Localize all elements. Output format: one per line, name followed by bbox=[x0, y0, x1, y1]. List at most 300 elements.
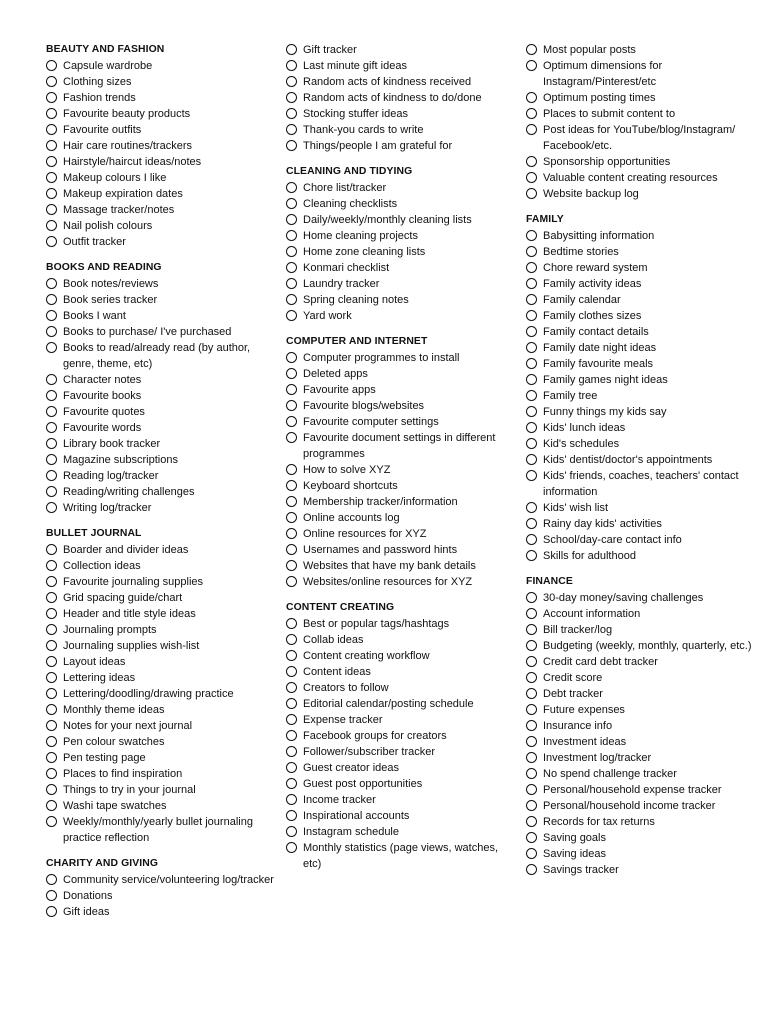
checkbox-circle-icon[interactable] bbox=[46, 390, 57, 401]
checklist-item[interactable] bbox=[286, 308, 518, 324]
checklist-item[interactable] bbox=[46, 74, 278, 90]
checklist-item[interactable] bbox=[526, 516, 758, 532]
checkbox-circle-icon[interactable] bbox=[286, 140, 297, 151]
checklist-item[interactable] bbox=[46, 170, 278, 186]
checklist-item[interactable] bbox=[286, 558, 518, 574]
checkbox-circle-icon[interactable] bbox=[46, 278, 57, 289]
checkbox-circle-icon[interactable] bbox=[286, 76, 297, 87]
checklist-item[interactable] bbox=[526, 814, 758, 830]
checklist-item[interactable] bbox=[46, 574, 278, 590]
checkbox-circle-icon[interactable] bbox=[526, 688, 537, 699]
checklist-item-label: Collection ideas bbox=[63, 560, 141, 572]
checklist-item[interactable] bbox=[526, 718, 758, 734]
checklist-item[interactable] bbox=[526, 782, 758, 798]
checklist-item[interactable] bbox=[46, 542, 278, 558]
checkbox-circle-icon[interactable] bbox=[286, 368, 297, 379]
checklist-item[interactable] bbox=[286, 648, 518, 664]
checkbox-circle-icon[interactable] bbox=[46, 640, 57, 651]
checkbox-circle-icon[interactable] bbox=[46, 406, 57, 417]
checkbox-circle-icon[interactable] bbox=[526, 454, 537, 465]
checkbox-circle-icon[interactable] bbox=[526, 108, 537, 119]
checkbox-circle-icon[interactable] bbox=[526, 246, 537, 257]
checklist-item[interactable] bbox=[526, 90, 758, 106]
checklist-item[interactable] bbox=[286, 840, 518, 872]
checkbox-circle-icon[interactable] bbox=[526, 502, 537, 513]
checklist-item[interactable] bbox=[526, 292, 758, 308]
checkbox-circle-icon[interactable] bbox=[46, 688, 57, 699]
checklist-item[interactable] bbox=[286, 212, 518, 228]
checklist-item[interactable] bbox=[46, 814, 278, 846]
checkbox-circle-icon[interactable] bbox=[526, 768, 537, 779]
checkbox-circle-icon[interactable] bbox=[526, 44, 537, 55]
checklist-item[interactable] bbox=[46, 558, 278, 574]
checkbox-circle-icon[interactable] bbox=[286, 246, 297, 257]
checkbox-circle-icon[interactable] bbox=[526, 470, 537, 481]
checkbox-circle-icon[interactable] bbox=[286, 198, 297, 209]
checkbox-circle-icon[interactable] bbox=[286, 416, 297, 427]
checklist-item[interactable] bbox=[286, 196, 518, 212]
checklist-item[interactable] bbox=[286, 616, 518, 632]
checklist-item[interactable] bbox=[526, 244, 758, 260]
checkbox-circle-icon[interactable] bbox=[526, 374, 537, 385]
checklist-item[interactable] bbox=[46, 904, 278, 920]
checklist-item-label: Family calendar bbox=[543, 294, 621, 306]
checkbox-circle-icon[interactable] bbox=[526, 438, 537, 449]
checkbox-circle-icon[interactable] bbox=[46, 76, 57, 87]
checklist-item[interactable] bbox=[526, 622, 758, 638]
checklist-item[interactable] bbox=[526, 548, 758, 564]
checklist-item[interactable] bbox=[526, 388, 758, 404]
checkbox-circle-icon[interactable] bbox=[286, 650, 297, 661]
checklist-item[interactable] bbox=[286, 632, 518, 648]
checklist-item[interactable] bbox=[286, 180, 518, 196]
checklist-item[interactable] bbox=[46, 340, 278, 372]
checkbox-circle-icon[interactable] bbox=[526, 672, 537, 683]
checklist-item[interactable] bbox=[286, 824, 518, 840]
checkbox-circle-icon[interactable] bbox=[46, 60, 57, 71]
checkbox-circle-icon[interactable] bbox=[526, 422, 537, 433]
checkbox-circle-icon[interactable] bbox=[526, 704, 537, 715]
checkbox-circle-icon[interactable] bbox=[526, 800, 537, 811]
checkbox-circle-icon[interactable] bbox=[46, 108, 57, 119]
checklist-item[interactable] bbox=[46, 686, 278, 702]
checkbox-circle-icon[interactable] bbox=[286, 92, 297, 103]
checkbox-circle-icon[interactable] bbox=[526, 310, 537, 321]
checkbox-circle-icon[interactable] bbox=[526, 230, 537, 241]
checkbox-circle-icon[interactable] bbox=[286, 214, 297, 225]
checkbox-circle-icon[interactable] bbox=[286, 352, 297, 363]
checklist-item[interactable] bbox=[526, 862, 758, 878]
column-3 bbox=[526, 42, 758, 878]
checklist-item[interactable] bbox=[526, 670, 758, 686]
checkbox-circle-icon[interactable] bbox=[286, 746, 297, 757]
checklist-item[interactable] bbox=[286, 664, 518, 680]
checklist-item[interactable] bbox=[46, 218, 278, 234]
checklist-item[interactable] bbox=[286, 366, 518, 382]
checkbox-circle-icon[interactable] bbox=[526, 406, 537, 417]
checklist-item[interactable] bbox=[286, 542, 518, 558]
checkbox-circle-icon[interactable] bbox=[286, 108, 297, 119]
checkbox-circle-icon[interactable] bbox=[46, 204, 57, 215]
checkbox-circle-icon[interactable] bbox=[526, 624, 537, 635]
checkbox-circle-icon[interactable] bbox=[286, 44, 297, 55]
checklist-item[interactable] bbox=[526, 356, 758, 372]
checklist-item[interactable] bbox=[46, 484, 278, 500]
checklist-item[interactable] bbox=[46, 292, 278, 308]
checkbox-circle-icon[interactable] bbox=[526, 656, 537, 667]
checkbox-circle-icon[interactable] bbox=[526, 326, 537, 337]
checklist-item[interactable] bbox=[526, 436, 758, 452]
checkbox-circle-icon[interactable] bbox=[46, 374, 57, 385]
checkbox-circle-icon[interactable] bbox=[286, 762, 297, 773]
checklist-item[interactable] bbox=[286, 696, 518, 712]
checklist-item[interactable] bbox=[46, 702, 278, 718]
checkbox-circle-icon[interactable] bbox=[286, 730, 297, 741]
checkbox-circle-icon[interactable] bbox=[526, 262, 537, 273]
checklist-item[interactable] bbox=[526, 846, 758, 862]
checklist-item[interactable] bbox=[526, 702, 758, 718]
checklist-item[interactable] bbox=[526, 500, 758, 516]
checkbox-circle-icon[interactable] bbox=[286, 842, 297, 853]
checkbox-circle-icon[interactable] bbox=[526, 124, 537, 135]
checklist-item[interactable] bbox=[526, 798, 758, 814]
checkbox-circle-icon[interactable] bbox=[46, 156, 57, 167]
checklist-item[interactable] bbox=[46, 670, 278, 686]
checklist-item[interactable] bbox=[46, 202, 278, 218]
checklist-item[interactable] bbox=[286, 526, 518, 542]
checklist-item[interactable] bbox=[46, 622, 278, 638]
checklist-item-label: Kids' lunch ideas bbox=[543, 422, 626, 434]
checklist-item-label: Creators to follow bbox=[303, 682, 389, 694]
checklist-item[interactable] bbox=[46, 500, 278, 516]
checklist-item[interactable] bbox=[46, 276, 278, 292]
checklist-item[interactable] bbox=[46, 654, 278, 670]
checklist-item[interactable] bbox=[46, 308, 278, 324]
checkbox-circle-icon[interactable] bbox=[286, 778, 297, 789]
checklist-item-label: Valuable content creating resources bbox=[543, 172, 718, 184]
checklist-item[interactable] bbox=[526, 58, 758, 90]
checklist-item[interactable] bbox=[286, 462, 518, 478]
checklist-item[interactable] bbox=[526, 468, 758, 500]
checkbox-circle-icon[interactable] bbox=[46, 576, 57, 587]
checklist-item[interactable] bbox=[286, 292, 518, 308]
checkbox-circle-icon[interactable] bbox=[286, 544, 297, 555]
checklist-item[interactable] bbox=[526, 324, 758, 340]
checkbox-circle-icon[interactable] bbox=[286, 698, 297, 709]
checkbox-circle-icon[interactable] bbox=[46, 470, 57, 481]
checklist-item[interactable] bbox=[286, 728, 518, 744]
checklist-item[interactable] bbox=[286, 776, 518, 792]
section-heading: FINANCE bbox=[526, 576, 573, 587]
checklist-item[interactable] bbox=[286, 106, 518, 122]
checklist-item[interactable] bbox=[46, 452, 278, 468]
checkbox-circle-icon[interactable] bbox=[286, 618, 297, 629]
checkbox-circle-icon[interactable] bbox=[46, 704, 57, 715]
checklist-item-label: Chore reward system bbox=[543, 262, 648, 274]
checkbox-circle-icon[interactable] bbox=[526, 188, 537, 199]
checkbox-circle-icon[interactable] bbox=[526, 60, 537, 71]
checklist-item[interactable] bbox=[46, 186, 278, 202]
checkbox-circle-icon[interactable] bbox=[286, 124, 297, 135]
checklist-item[interactable] bbox=[46, 798, 278, 814]
checklist-item[interactable] bbox=[286, 228, 518, 244]
checkbox-circle-icon[interactable] bbox=[286, 666, 297, 677]
checklist-item[interactable] bbox=[286, 244, 518, 260]
checklist-item-label: Home cleaning projects bbox=[303, 230, 418, 242]
checklist-item[interactable] bbox=[286, 478, 518, 494]
checkbox-circle-icon[interactable] bbox=[286, 464, 297, 475]
checkbox-circle-icon[interactable] bbox=[286, 384, 297, 395]
checkbox-circle-icon[interactable] bbox=[286, 682, 297, 693]
checklist-item[interactable] bbox=[526, 532, 758, 548]
checklist-item[interactable] bbox=[46, 106, 278, 122]
checkbox-circle-icon[interactable] bbox=[286, 310, 297, 321]
checkbox-circle-icon[interactable] bbox=[526, 390, 537, 401]
checklist-item[interactable] bbox=[46, 122, 278, 138]
checklist-item[interactable] bbox=[46, 388, 278, 404]
checklist-item[interactable] bbox=[46, 606, 278, 622]
checklist-item-label: Family games night ideas bbox=[543, 374, 668, 386]
checkbox-circle-icon[interactable] bbox=[526, 278, 537, 289]
checklist-item-label: Things/people I am grateful for bbox=[303, 140, 453, 152]
checklist-item[interactable] bbox=[286, 74, 518, 90]
checklist-item[interactable] bbox=[46, 324, 278, 340]
checkbox-circle-icon[interactable] bbox=[286, 794, 297, 805]
checkbox-circle-icon[interactable] bbox=[46, 608, 57, 619]
checklist-item[interactable] bbox=[286, 382, 518, 398]
checklist-item[interactable] bbox=[46, 404, 278, 420]
checklist-item[interactable] bbox=[46, 234, 278, 250]
checkbox-circle-icon[interactable] bbox=[46, 752, 57, 763]
checkbox-circle-icon[interactable] bbox=[286, 512, 297, 523]
checklist-item[interactable] bbox=[286, 808, 518, 824]
checkbox-circle-icon[interactable] bbox=[526, 736, 537, 747]
checkbox-circle-icon[interactable] bbox=[286, 576, 297, 587]
checklist-item[interactable] bbox=[286, 90, 518, 106]
checkbox-circle-icon[interactable] bbox=[46, 816, 57, 827]
checkbox-circle-icon[interactable] bbox=[286, 480, 297, 491]
checklist-item[interactable] bbox=[46, 58, 278, 74]
checkbox-circle-icon[interactable] bbox=[286, 528, 297, 539]
checkbox-circle-icon[interactable] bbox=[286, 826, 297, 837]
checkbox-circle-icon[interactable] bbox=[526, 534, 537, 545]
checklist-item[interactable] bbox=[526, 170, 758, 186]
checklist-item[interactable] bbox=[286, 574, 518, 590]
checklist-item[interactable] bbox=[46, 638, 278, 654]
checkbox-circle-icon[interactable] bbox=[526, 342, 537, 353]
checkbox-circle-icon[interactable] bbox=[286, 634, 297, 645]
checkbox-circle-icon[interactable] bbox=[46, 454, 57, 465]
checklist-item-label: Makeup colours I like bbox=[63, 172, 167, 184]
checkbox-circle-icon[interactable] bbox=[46, 560, 57, 571]
checklist-item[interactable] bbox=[286, 414, 518, 430]
checklist-item[interactable] bbox=[526, 766, 758, 782]
checklist-item[interactable] bbox=[286, 138, 518, 154]
checklist-item[interactable] bbox=[526, 420, 758, 436]
checkbox-circle-icon[interactable] bbox=[286, 496, 297, 507]
checkbox-circle-icon[interactable] bbox=[46, 784, 57, 795]
checkbox-circle-icon[interactable] bbox=[46, 592, 57, 603]
checkbox-circle-icon[interactable] bbox=[46, 624, 57, 635]
checklist-item[interactable] bbox=[526, 106, 758, 122]
checklist-item[interactable] bbox=[526, 276, 758, 292]
checklist-item[interactable] bbox=[286, 494, 518, 510]
checkbox-circle-icon[interactable] bbox=[46, 502, 57, 513]
checklist-item[interactable] bbox=[286, 58, 518, 74]
checkbox-circle-icon[interactable] bbox=[526, 358, 537, 369]
checkbox-circle-icon[interactable] bbox=[526, 784, 537, 795]
checkbox-circle-icon[interactable] bbox=[526, 518, 537, 529]
checklist-item[interactable] bbox=[286, 712, 518, 728]
checklist-item[interactable] bbox=[46, 90, 278, 106]
checklist-item[interactable] bbox=[286, 42, 518, 58]
checklist-item[interactable] bbox=[46, 468, 278, 484]
checklist-item[interactable] bbox=[286, 510, 518, 526]
checkbox-circle-icon[interactable] bbox=[526, 832, 537, 843]
checkbox-circle-icon[interactable] bbox=[46, 422, 57, 433]
checklist-item[interactable] bbox=[526, 404, 758, 420]
checklist-item[interactable] bbox=[526, 654, 758, 670]
checkbox-circle-icon[interactable] bbox=[46, 720, 57, 731]
checkbox-circle-icon[interactable] bbox=[526, 92, 537, 103]
checklist-item[interactable] bbox=[46, 888, 278, 904]
checklist-item[interactable] bbox=[286, 350, 518, 366]
checklist-item[interactable] bbox=[526, 452, 758, 468]
checkbox-circle-icon[interactable] bbox=[286, 560, 297, 571]
checkbox-circle-icon[interactable] bbox=[46, 188, 57, 199]
checkbox-circle-icon[interactable] bbox=[286, 262, 297, 273]
checkbox-circle-icon[interactable] bbox=[46, 736, 57, 747]
checkbox-circle-icon[interactable] bbox=[46, 438, 57, 449]
checkbox-circle-icon[interactable] bbox=[286, 714, 297, 725]
checklist-item-label: Bedtime stories bbox=[543, 246, 619, 258]
checklist-item[interactable] bbox=[526, 686, 758, 702]
checkbox-circle-icon[interactable] bbox=[46, 768, 57, 779]
checklist-item-label: Skills for adulthood bbox=[543, 550, 636, 562]
checkbox-circle-icon[interactable] bbox=[286, 810, 297, 821]
checklist-item[interactable] bbox=[46, 782, 278, 798]
checklist-item[interactable] bbox=[526, 42, 758, 58]
checkbox-circle-icon[interactable] bbox=[46, 310, 57, 321]
checklist-item[interactable] bbox=[526, 372, 758, 388]
checkbox-circle-icon[interactable] bbox=[46, 672, 57, 683]
checkbox-circle-icon[interactable] bbox=[286, 60, 297, 71]
checkbox-circle-icon[interactable] bbox=[46, 140, 57, 151]
checkbox-circle-icon[interactable] bbox=[286, 278, 297, 289]
checkbox-circle-icon[interactable] bbox=[526, 640, 537, 651]
checklist-item[interactable] bbox=[526, 750, 758, 766]
checklist-item[interactable] bbox=[46, 750, 278, 766]
checkbox-circle-icon[interactable] bbox=[46, 544, 57, 555]
checkbox-circle-icon[interactable] bbox=[526, 608, 537, 619]
checkbox-circle-icon[interactable] bbox=[46, 220, 57, 231]
checkbox-circle-icon[interactable] bbox=[46, 236, 57, 247]
checklist-item[interactable] bbox=[526, 260, 758, 276]
checkbox-circle-icon[interactable] bbox=[46, 890, 57, 901]
section-heading: BOOKS AND READING bbox=[46, 262, 162, 273]
checklist-item[interactable] bbox=[286, 276, 518, 292]
checklist-item[interactable] bbox=[46, 436, 278, 452]
checklist-item[interactable] bbox=[46, 734, 278, 750]
checkbox-circle-icon[interactable] bbox=[526, 550, 537, 561]
checklist-item[interactable] bbox=[46, 766, 278, 782]
checklist-item[interactable] bbox=[526, 830, 758, 846]
checkbox-circle-icon[interactable] bbox=[526, 172, 537, 183]
checklist-item-label: Instagram schedule bbox=[303, 826, 399, 838]
checkbox-circle-icon[interactable] bbox=[46, 124, 57, 135]
checkbox-circle-icon[interactable] bbox=[526, 752, 537, 763]
checkbox-circle-icon[interactable] bbox=[46, 92, 57, 103]
checkbox-circle-icon[interactable] bbox=[46, 874, 57, 885]
section-finance bbox=[526, 574, 758, 878]
checkbox-circle-icon[interactable] bbox=[526, 592, 537, 603]
checkbox-circle-icon[interactable] bbox=[286, 182, 297, 193]
checkbox-circle-icon[interactable] bbox=[526, 864, 537, 875]
checklist-item[interactable] bbox=[286, 260, 518, 276]
checkbox-circle-icon[interactable] bbox=[526, 720, 537, 731]
checklist-item[interactable] bbox=[526, 590, 758, 606]
checklist-item-label: Yard work bbox=[303, 310, 352, 322]
checklist-item-label: Journaling supplies wish-list bbox=[63, 640, 200, 652]
checklist-item[interactable] bbox=[46, 590, 278, 606]
checklist-item[interactable] bbox=[286, 744, 518, 760]
checklist-item-label: Rainy day kids' activities bbox=[543, 518, 662, 530]
checklist-item-label: Saving ideas bbox=[543, 848, 606, 860]
checklist-item[interactable] bbox=[286, 398, 518, 414]
checkbox-circle-icon[interactable] bbox=[46, 294, 57, 305]
checklist-item-label: Savings tracker bbox=[543, 864, 619, 876]
checkbox-circle-icon[interactable] bbox=[286, 294, 297, 305]
checklist-item-label: Pen testing page bbox=[63, 752, 146, 764]
column-1 bbox=[46, 42, 278, 920]
checkbox-circle-icon[interactable] bbox=[46, 486, 57, 497]
checkbox-circle-icon[interactable] bbox=[46, 800, 57, 811]
checklist-item[interactable] bbox=[526, 154, 758, 170]
checkbox-circle-icon[interactable] bbox=[286, 400, 297, 411]
checklist-item[interactable] bbox=[526, 734, 758, 750]
checkbox-circle-icon[interactable] bbox=[46, 172, 57, 183]
checklist-item[interactable] bbox=[286, 680, 518, 696]
checklist-item[interactable] bbox=[46, 718, 278, 734]
checklist-item[interactable] bbox=[46, 420, 278, 436]
checklist-item[interactable] bbox=[526, 308, 758, 324]
checklist-item[interactable] bbox=[286, 792, 518, 808]
checklist-item[interactable] bbox=[286, 760, 518, 776]
checkbox-circle-icon[interactable] bbox=[286, 432, 297, 443]
checklist-item[interactable] bbox=[526, 606, 758, 622]
checkbox-circle-icon[interactable] bbox=[46, 342, 57, 353]
checklist-item[interactable] bbox=[46, 372, 278, 388]
checkbox-circle-icon[interactable] bbox=[46, 326, 57, 337]
checklist-item[interactable] bbox=[526, 638, 758, 654]
checklist-item[interactable] bbox=[46, 872, 278, 888]
checklist-item[interactable] bbox=[286, 430, 518, 462]
checkbox-circle-icon[interactable] bbox=[46, 656, 57, 667]
checklist-item[interactable] bbox=[46, 138, 278, 154]
checkbox-circle-icon[interactable] bbox=[526, 816, 537, 827]
checkbox-circle-icon[interactable] bbox=[46, 906, 57, 917]
checklist-item[interactable] bbox=[526, 340, 758, 356]
checkbox-circle-icon[interactable] bbox=[526, 848, 537, 859]
checklist-item[interactable] bbox=[46, 154, 278, 170]
checklist-item[interactable] bbox=[526, 228, 758, 244]
checklist-item[interactable] bbox=[526, 186, 758, 202]
checklist-item[interactable] bbox=[286, 122, 518, 138]
checkbox-circle-icon[interactable] bbox=[526, 294, 537, 305]
checkbox-circle-icon[interactable] bbox=[286, 230, 297, 241]
checkbox-circle-icon[interactable] bbox=[526, 156, 537, 167]
checklist-item[interactable] bbox=[526, 122, 758, 154]
